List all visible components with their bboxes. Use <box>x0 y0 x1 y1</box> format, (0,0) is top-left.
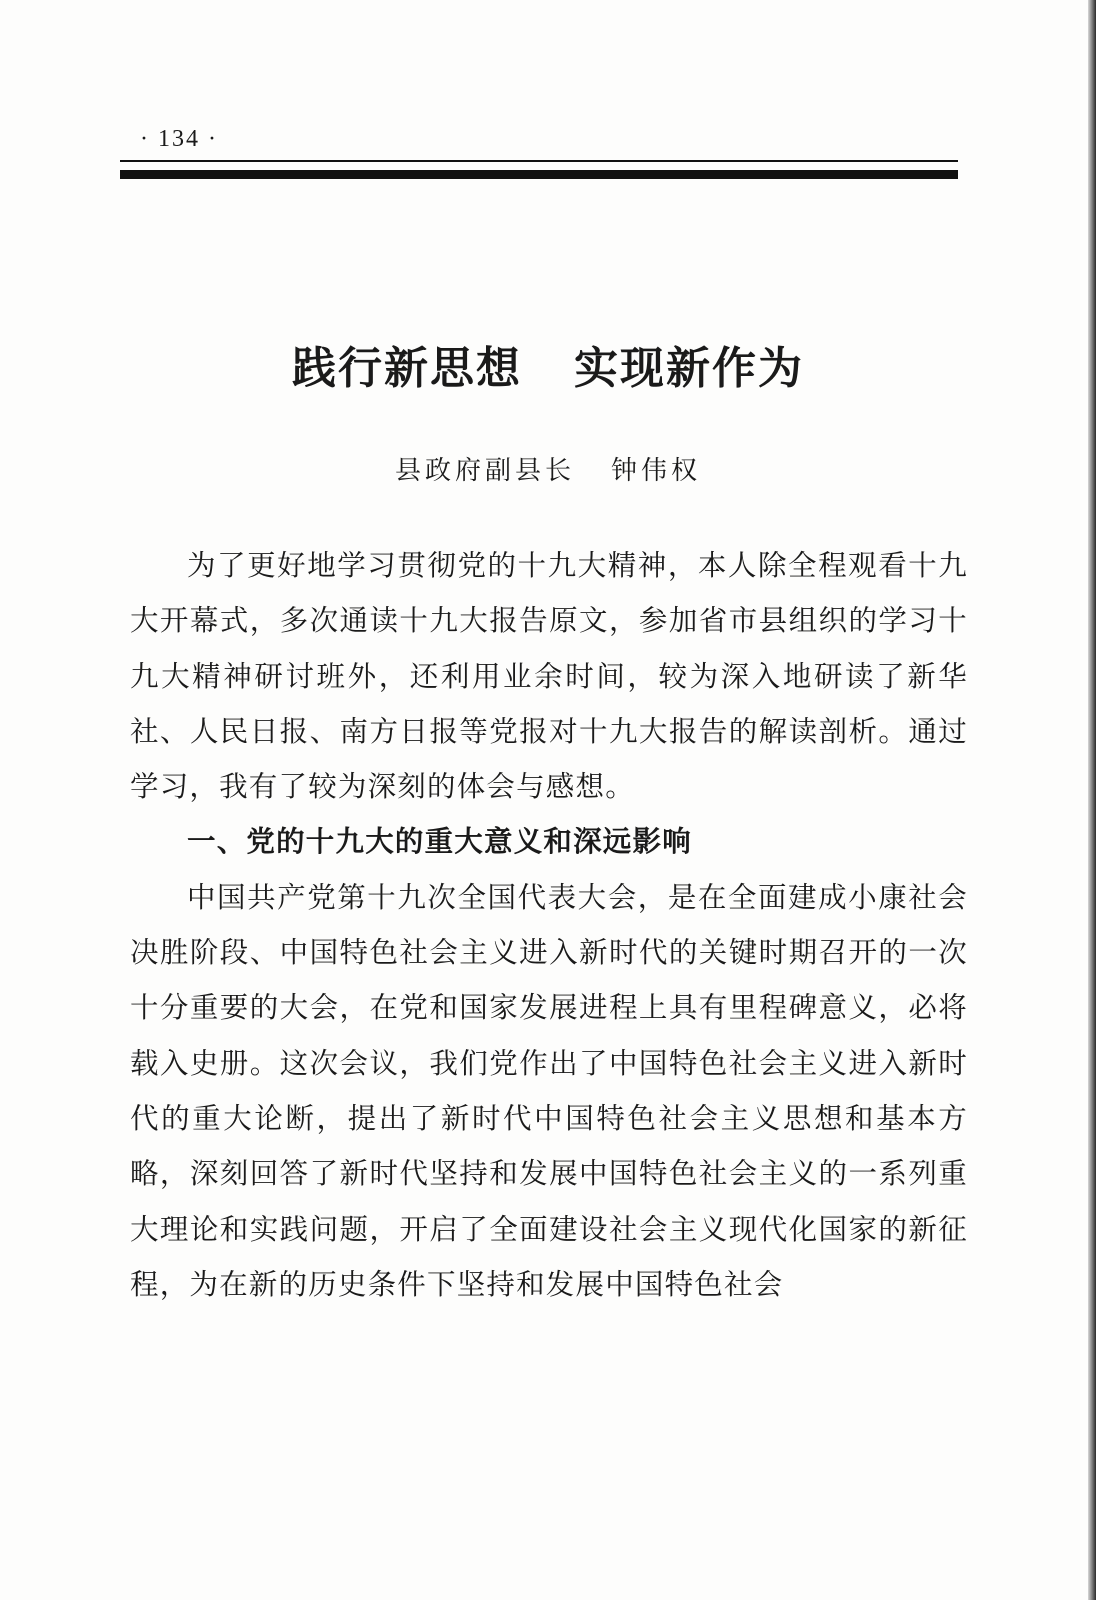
title-part-1: 践行新思想 <box>292 343 522 394</box>
scan-edge-shadow <box>1088 0 1096 1600</box>
author-byline <box>0 450 1096 487</box>
paragraph-1: 为了更好地学习贯彻党的十九大精神，本人除全程观看十九大开幕式，多次通读十九大报告原文，参加省市县组织的学习十九大精神研讨班外，还利用业余时间，较为深入地研读了新华社、人民日报、南方日报等党报对十九大报告的解读剖析。通过学习，我有了较为深刻的体会与感想。 <box>130 549 968 804</box>
page-number: · 134 · <box>140 126 218 152</box>
paragraph-2: 中国共产党第十九次全国代表大会，是在全面建成小康社会决胜阶段、中国特色社会主义进入新时代的关键时期召开的一次十分重要的大会，在党和国家发展进程上具有里程碑意义，必将载入史册。这次会议，我们党作出了中国特色社会主义进入新时代的重大论断，提出了新时代中国特色社会主义思想和基本方略，深刻回答了新时代坚持和发展中国特色社会主义的一系列重大理论和实践问题，开启了全面建设社会主义现代化国家的新征程，为在新的历史条件下坚持和发展中国特色社会 <box>130 880 968 1301</box>
header-rule-thin <box>120 160 958 162</box>
author-name: 钟伟权 <box>611 456 702 486</box>
article-body <box>130 538 968 1312</box>
article-title <box>0 332 1096 396</box>
header-rule-thick <box>120 170 958 179</box>
title-part-2: 实现新作为 <box>574 343 804 394</box>
section-1-heading: 一、党的十九大的重大意义和深远影响 <box>187 825 692 859</box>
author-role: 县政府副县长 <box>394 456 575 486</box>
